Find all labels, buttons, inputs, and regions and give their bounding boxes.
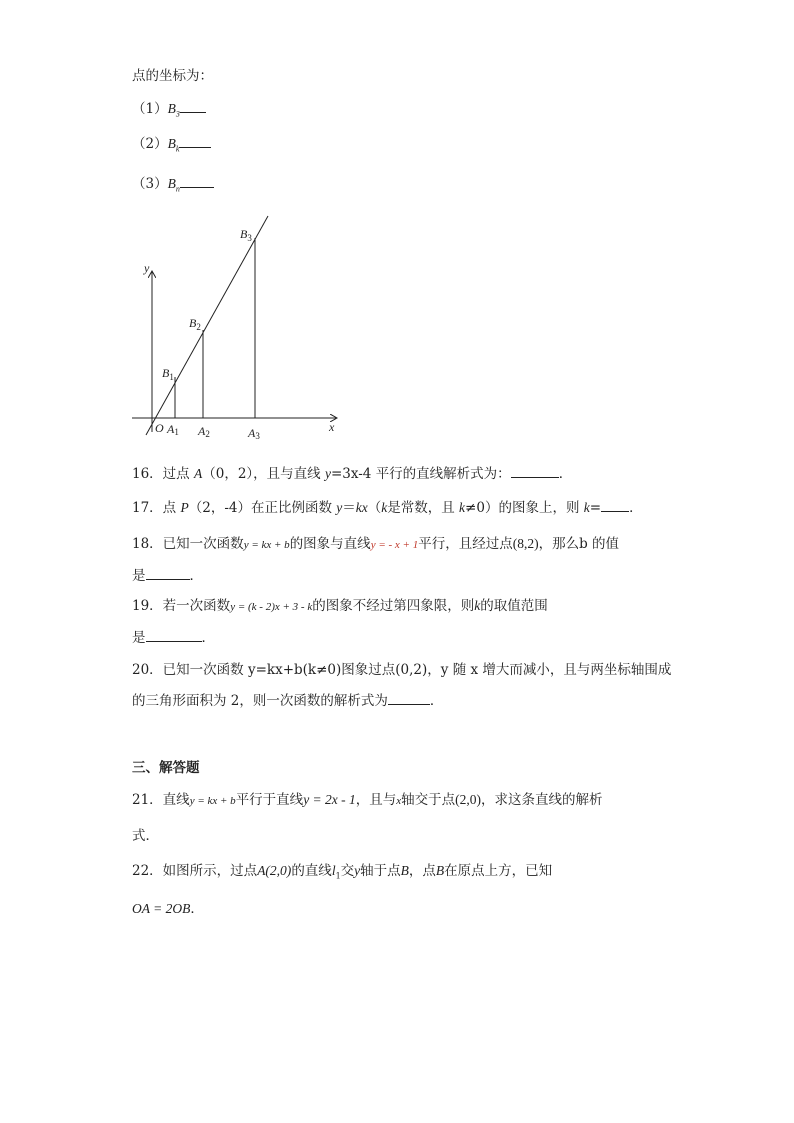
q16-text: （0，2），且与直线 [202,466,325,482]
q22-var: B [435,863,445,878]
q19-text: 的取值范围 [480,598,548,614]
q18-text: ，那么b 的值 [538,536,620,552]
point-b2: $B_2$ [189,316,201,332]
q17-var: P [180,500,189,515]
answer-blank [146,567,190,580]
part-sub: n [175,184,180,194]
q17-var: k [583,500,590,515]
q22-point: A(2,0) [257,863,292,878]
point-b3: $B_3$ [240,227,252,243]
answer-blank [180,100,206,113]
point-b1: $B_1$ [162,366,174,382]
q22-text: 交 [340,863,355,879]
q22-var: l [331,863,336,878]
q21-text: 21．直线 [132,792,190,808]
q19-text: 是 [132,630,146,646]
q18-point: (8,2) [512,536,539,551]
q22-var: y [354,863,361,878]
question-18-cont [132,566,203,586]
q17-text: = [589,500,602,516]
q21-formula: y = kx + b [189,795,236,807]
x-axis-label: x [329,420,335,434]
q22-text: 的直线 [291,863,332,879]
q17-text: （ [367,500,382,516]
q22-text: 轴于点 [360,863,401,879]
answer-blank [180,175,214,188]
question-22-cont [132,899,204,919]
y-axis-label: y [144,261,150,275]
q17-var: y [336,500,343,515]
part-3 [132,174,214,200]
q17-var: kx [355,500,368,515]
part-var: B [167,136,176,151]
q17-text: ＝ [342,500,356,516]
q22-text: 在原点上方，已知 [444,863,553,879]
point-a1: A1 [167,422,179,437]
point-a3: A3 [248,426,260,441]
q18-formula: y = kx + b [243,539,290,551]
q21-text: 平行于直线 [235,792,304,808]
q17-text: ≠0）的图象上，则 [465,500,584,516]
q16-var: y [324,466,331,481]
q22-var: B [400,863,409,878]
q21-point: (2,0) [455,792,482,807]
q22-formula: OA = 2OB [132,901,191,916]
answer-blank [146,629,202,642]
q20-text: ． [429,693,444,709]
q19-text: ． [201,630,215,646]
q17-text: （2，-4）在正比例函数 [188,500,337,516]
q16-text: 16．过点 [132,466,194,482]
question-20-cont [132,691,443,711]
answer-blank [388,692,430,705]
section-heading: 三、解答题 [132,760,200,776]
q22-text: ，点 [408,863,436,879]
graph-figure [128,210,343,445]
q18-formula: y = - x + 1 [370,539,419,551]
q20-text: 的三角形面积为 2，则一次函数的解析式为 [132,693,388,709]
q21-text: ，且与 [355,792,397,808]
question-16 [132,464,572,484]
q18-text: 是 [132,568,146,584]
q22-text: ． [190,901,204,917]
q18-text: ． [189,568,203,584]
question-21-cont: 式． [132,828,159,844]
part-number: （1） [132,101,168,117]
question-19 [132,596,548,617]
q18-text: 平行，且经过点 [418,536,513,552]
part-sub: k [175,144,180,154]
q21-text: 轴交于点 [401,792,456,808]
q22-sub: 1 [335,871,341,881]
q21-formula: y = 2x - 1 [303,792,356,807]
question-17 [132,498,643,518]
q16-text: ． [558,466,573,482]
q22-text: 22．如图所示，过点 [132,863,258,879]
q19-text: 19．若一次函数 [132,598,231,614]
q17-text: 17．点 [132,500,181,516]
q21-text: ，求这条直线的解析 [481,792,603,808]
question-18 [132,534,619,555]
line-through-origin [146,216,268,435]
q19-text: 的图象不经过第四象限，则 [312,598,475,614]
intro-text: 点的坐标为： [132,68,213,84]
question-20: 20．已知一次函数 y=kx+b(k≠0)图象过点(0,2)，y 随 x 增大而减小，且与两坐标轴围成 [132,662,672,678]
answer-blank [601,499,629,512]
q17-var: k [381,500,388,515]
part-var: B [167,176,176,191]
q16-text: =3x-4 平行的直线解析式为： [330,466,511,482]
q17-text: ． [629,500,643,516]
answer-blank [511,465,559,478]
question-21 [132,790,603,811]
q17-text: 是常数，且 [387,500,460,516]
part-sub: 3 [175,109,180,119]
point-a2: A2 [198,424,210,439]
q18-text: 18．已知一次函数 [132,536,244,552]
part-var: B [167,101,176,116]
q19-formula: y = (k - 2)x + 3 - k [230,601,313,613]
q21-var: x [396,795,402,807]
question-19-cont [132,628,215,648]
part-2 [132,134,211,160]
origin-label: O [155,421,164,435]
part-1 [132,99,206,125]
answer-blank [179,135,211,148]
q17-var: k [459,500,466,515]
part-number: （3） [132,176,168,192]
q16-var: A [193,466,203,481]
q18-text: 的图象与直线 [289,536,371,552]
q19-var: k [474,598,481,613]
question-22 [132,861,552,887]
part-number: （2） [132,136,168,152]
